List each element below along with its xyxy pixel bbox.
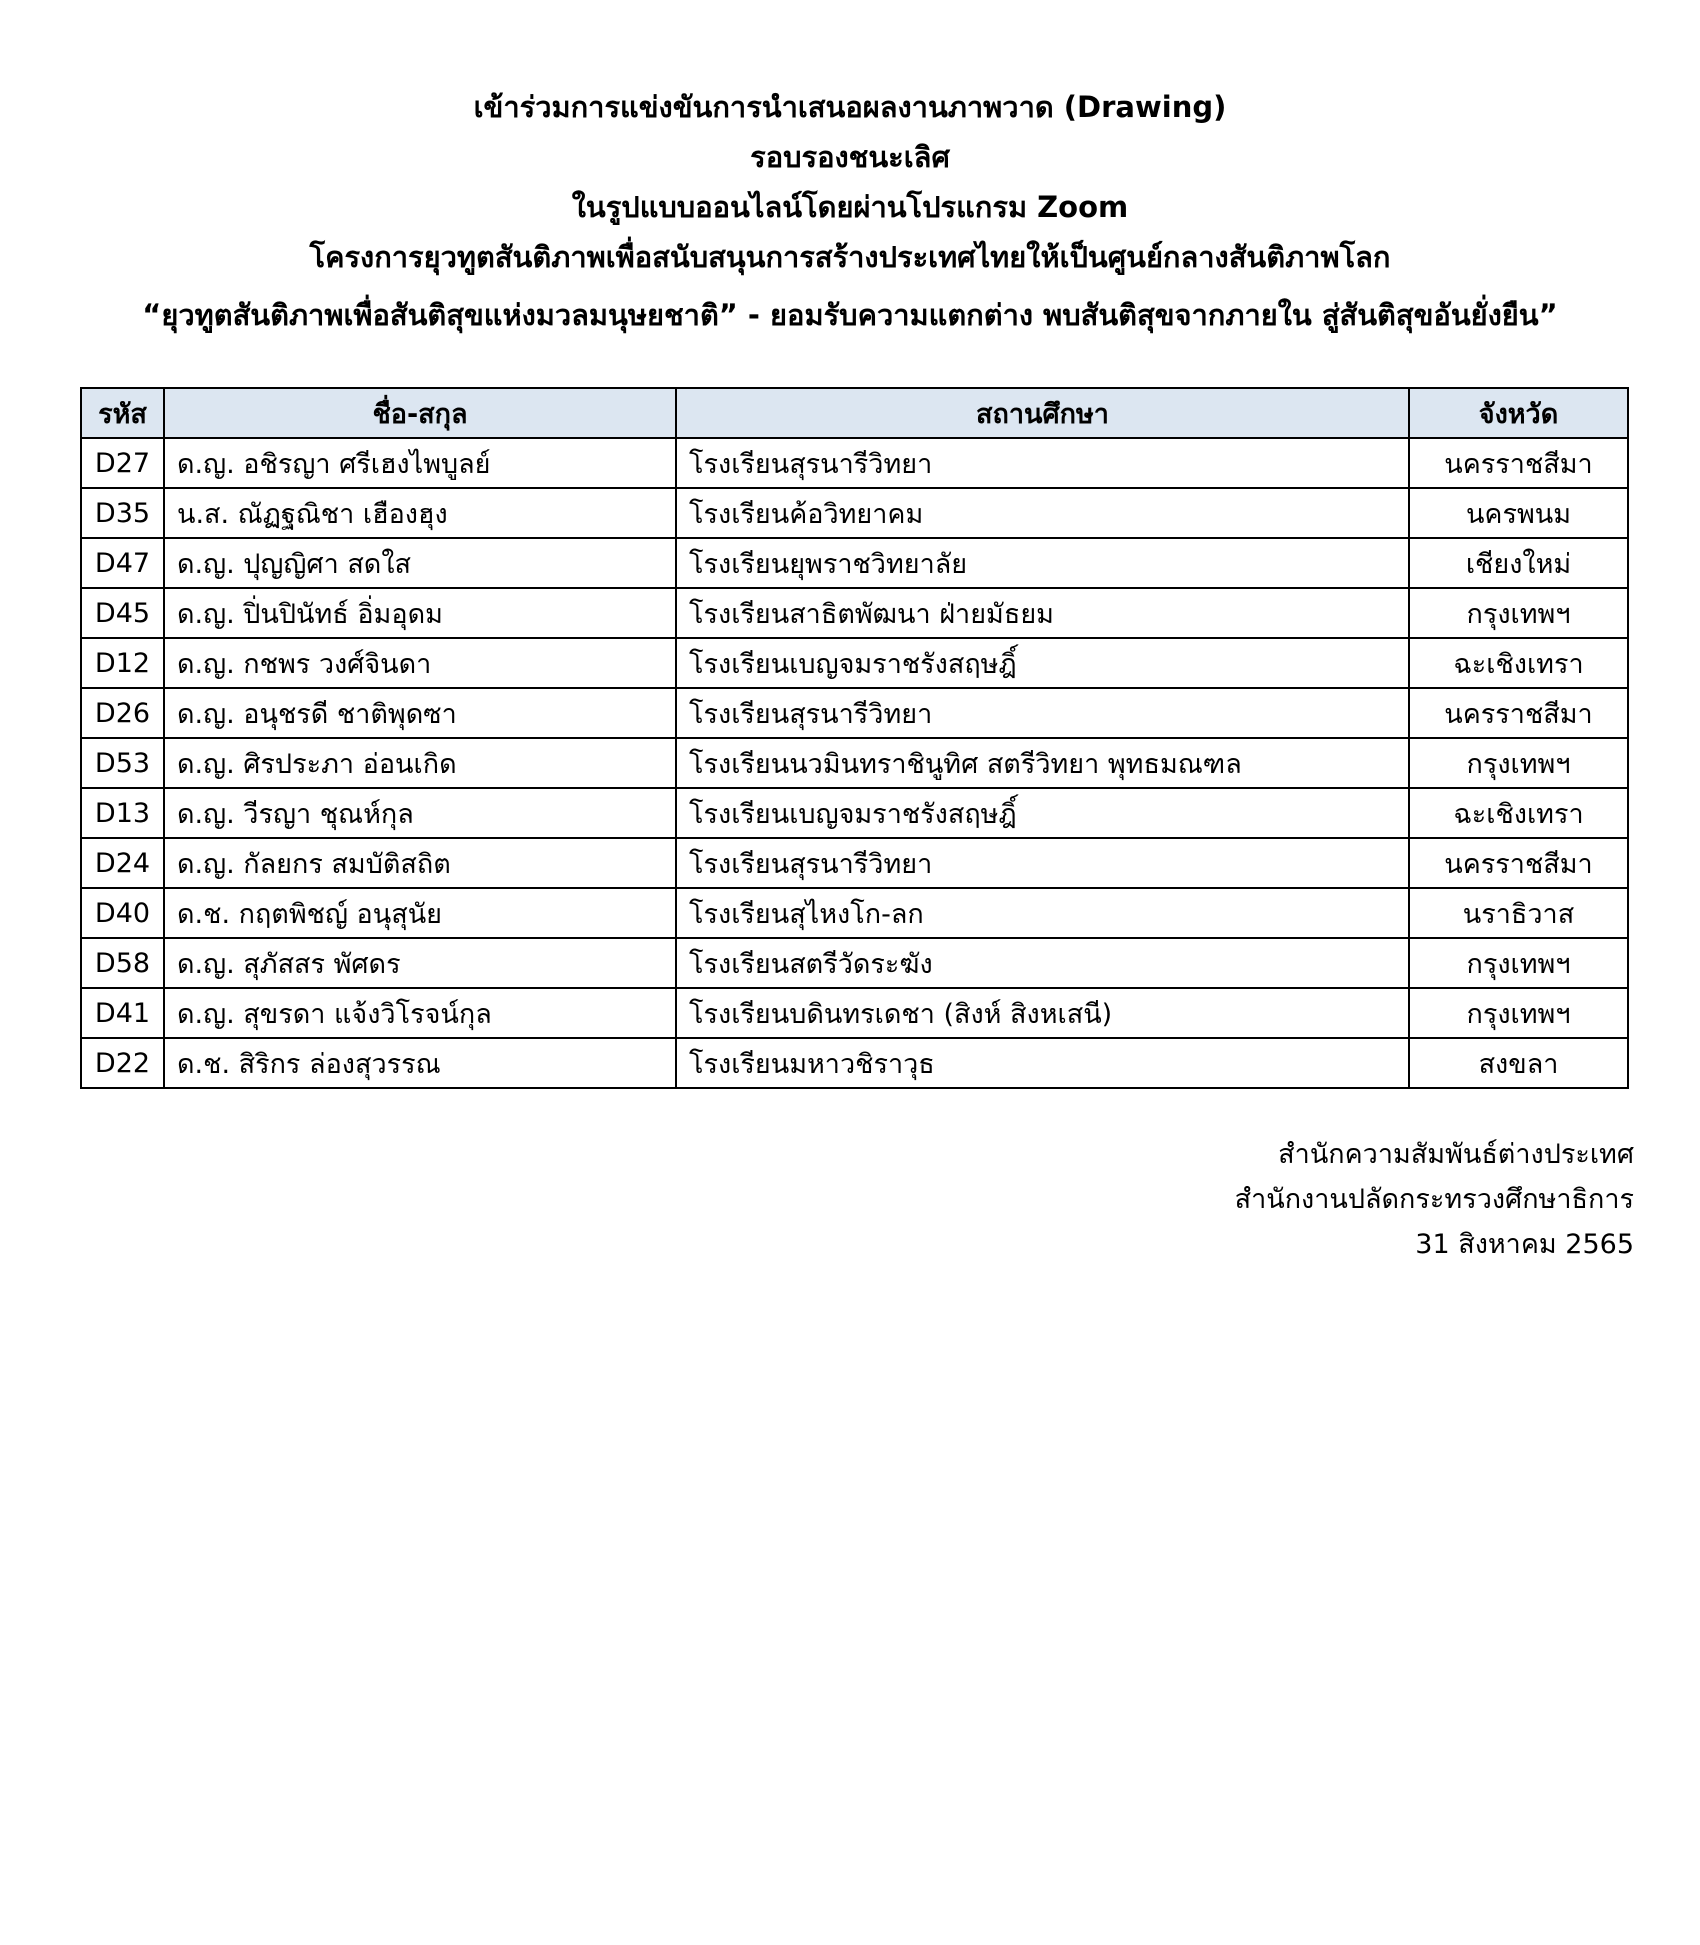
header-slogan: “ยุวทูตสันติภาพเพื่อสันติสุขแห่งมวลมนุษยชาติ” - ยอมรับความแตกต่าง พบสันติสุขจากภายใน สู่สันติสุขอันยั่งยืน” bbox=[142, 298, 1558, 332]
cell-code: D22 bbox=[81, 1038, 164, 1088]
cell-code: D35 bbox=[81, 488, 164, 538]
column-header-name: ชื่อ-สกุล bbox=[164, 388, 676, 438]
cell-code: D13 bbox=[81, 788, 164, 838]
table-row bbox=[81, 738, 1628, 788]
table-row bbox=[81, 938, 1628, 988]
cell-name: ด.ญ. วีรญา ชุณห์กุล bbox=[164, 788, 676, 838]
cell-school: โรงเรียนเบญจมราชรังสฤษฎิ์ bbox=[676, 788, 1409, 838]
cell-code: D12 bbox=[81, 638, 164, 688]
cell-province: ฉะเชิงเทรา bbox=[1409, 638, 1628, 688]
table-row bbox=[81, 838, 1628, 888]
cell-province: นครราชสีมา bbox=[1409, 438, 1628, 488]
cell-name: ด.ญ. กัลยกร สมบัติสถิต bbox=[164, 838, 676, 888]
cell-name: ด.ญ. กชพร วงศ์จินดา bbox=[164, 638, 676, 688]
cell-name: ด.ญ. ศิรประภา อ่อนเกิด bbox=[164, 738, 676, 788]
table-row bbox=[81, 1038, 1628, 1088]
cell-code: D26 bbox=[81, 688, 164, 738]
cell-school: โรงเรียนค้อวิทยาคม bbox=[676, 488, 1409, 538]
participant-table bbox=[80, 387, 1629, 1089]
document-footer bbox=[1235, 1132, 1634, 1267]
cell-province: กรุงเทพฯ bbox=[1409, 988, 1628, 1038]
cell-province: นครราชสีมา bbox=[1409, 838, 1628, 888]
table-row bbox=[81, 888, 1628, 938]
document-header bbox=[0, 82, 1700, 340]
table-row bbox=[81, 638, 1628, 688]
cell-school: โรงเรียนสตรีวัดระฆัง bbox=[676, 938, 1409, 988]
cell-province: นครพนม bbox=[1409, 488, 1628, 538]
cell-name: ด.ช. กฤตพิชญ์ อนุสุนัย bbox=[164, 888, 676, 938]
header-format: ในรูปแบบออนไลน์โดยผ่านโปรแกรม Zoom bbox=[571, 190, 1129, 224]
cell-name: น.ส. ณัฏฐณิชา เฮืองฮุง bbox=[164, 488, 676, 538]
cell-name: ด.ญ. ปุญญิศา สดใส bbox=[164, 538, 676, 588]
cell-province: สงขลา bbox=[1409, 1038, 1628, 1088]
cell-code: D58 bbox=[81, 938, 164, 988]
cell-province: กรุงเทพฯ bbox=[1409, 588, 1628, 638]
cell-province: ฉะเชิงเทรา bbox=[1409, 788, 1628, 838]
header-round: รอบรองชนะเลิศ bbox=[750, 140, 950, 174]
cell-province: นราธิวาส bbox=[1409, 888, 1628, 938]
cell-name: ด.ญ. สุขรดา แจ้งวิโรจน์กุล bbox=[164, 988, 676, 1038]
cell-school: โรงเรียนบดินทรเดชา (สิงห์ สิงหเสนี) bbox=[676, 988, 1409, 1038]
cell-code: D53 bbox=[81, 738, 164, 788]
cell-name: ด.ช. สิริกร ล่องสุวรรณ bbox=[164, 1038, 676, 1088]
cell-code: D27 bbox=[81, 438, 164, 488]
table-row bbox=[81, 538, 1628, 588]
cell-school: โรงเรียนสุรนารีวิทยา bbox=[676, 688, 1409, 738]
cell-province: กรุงเทพฯ bbox=[1409, 938, 1628, 988]
cell-school: โรงเรียนสุไหงโก-ลก bbox=[676, 888, 1409, 938]
cell-name: ด.ญ. อนุชรดี ชาติพุดซา bbox=[164, 688, 676, 738]
column-header-code: รหัส bbox=[81, 388, 164, 438]
table-row bbox=[81, 988, 1628, 1038]
cell-province: เชียงใหม่ bbox=[1409, 538, 1628, 588]
table-header-row bbox=[81, 388, 1628, 438]
cell-school: โรงเรียนสุรนารีวิทยา bbox=[676, 438, 1409, 488]
cell-code: D40 bbox=[81, 888, 164, 938]
cell-name: ด.ญ. อชิรญา ศรีเฮงไพบูลย์ bbox=[164, 438, 676, 488]
table-row bbox=[81, 688, 1628, 738]
cell-code: D45 bbox=[81, 588, 164, 638]
header-title: เข้าร่วมการแข่งขันการนำเสนอผลงานภาพวาด (Drawing) bbox=[473, 90, 1227, 124]
table-row bbox=[81, 588, 1628, 638]
table-row bbox=[81, 788, 1628, 838]
cell-province: กรุงเทพฯ bbox=[1409, 738, 1628, 788]
footer-ministry: สำนักงานปลัดกระทรวงศึกษาธิการ bbox=[1234, 1184, 1634, 1215]
cell-code: D47 bbox=[81, 538, 164, 588]
table-row bbox=[81, 438, 1628, 488]
cell-province: นครราชสีมา bbox=[1409, 688, 1628, 738]
cell-school: โรงเรียนสาธิตพัฒนา ฝ่ายมัธยม bbox=[676, 588, 1409, 638]
footer-date: 31 สิงหาคม 2565 bbox=[1415, 1229, 1634, 1260]
cell-school: โรงเรียนนวมินทราชินูทิศ สตรีวิทยา พุทธมณฑล bbox=[676, 738, 1409, 788]
cell-school: โรงเรียนยุพราชวิทยาลัย bbox=[676, 538, 1409, 588]
cell-code: D41 bbox=[81, 988, 164, 1038]
cell-school: โรงเรียนมหาวชิราวุธ bbox=[676, 1038, 1409, 1088]
cell-school: โรงเรียนสุรนารีวิทยา bbox=[676, 838, 1409, 888]
cell-school: โรงเรียนเบญจมราชรังสฤษฎิ์ bbox=[676, 638, 1409, 688]
table-row bbox=[81, 488, 1628, 538]
cell-name: ด.ญ. สุภัสสร พัศดร bbox=[164, 938, 676, 988]
cell-name: ด.ญ. ปิ่นปินัทธ์ อิ่มอุดม bbox=[164, 588, 676, 638]
footer-office: สำนักความสัมพันธ์ต่างประเทศ bbox=[1278, 1139, 1634, 1170]
column-header-province: จังหวัด bbox=[1409, 388, 1628, 438]
header-project: โครงการยุวทูตสันติภาพเพื่อสนับสนุนการสร้างประเทศไทยให้เป็นศูนย์กลางสันติภาพโลก bbox=[309, 240, 1391, 274]
cell-code: D24 bbox=[81, 838, 164, 888]
column-header-school: สถานศึกษา bbox=[676, 388, 1409, 438]
